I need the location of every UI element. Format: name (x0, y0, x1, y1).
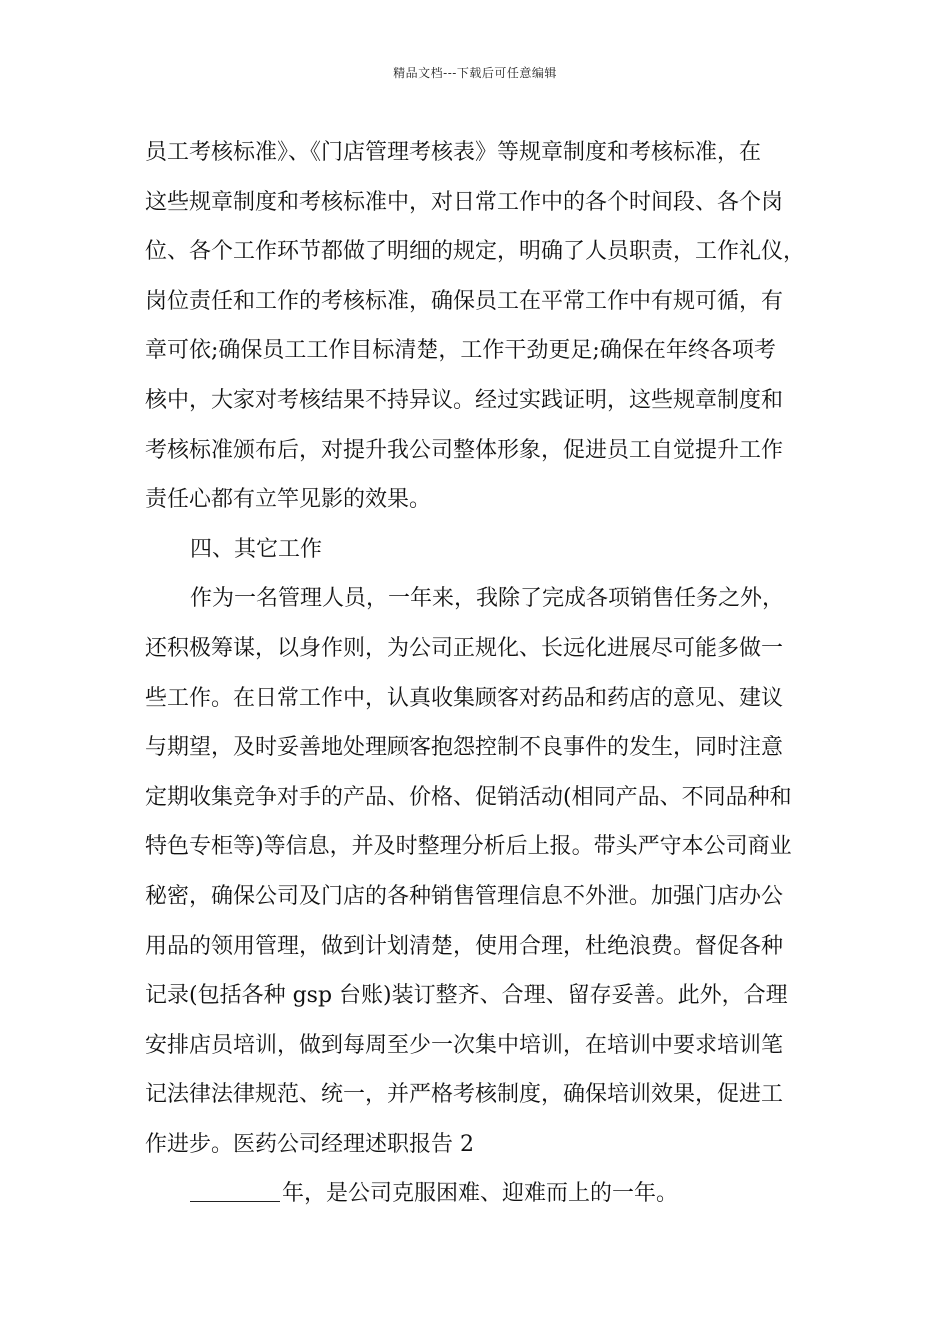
text-line: 记法律法律规范、统一，并严格考核制度，确保培训效果，促进工 (145, 1082, 784, 1108)
text-line: 员工考核标准》、《门店管理考核表》等规章制度和考核标准，在 (145, 140, 762, 165)
text-line: 些工作。在日常工作中，认真收集顾客对药品和药店的意见、建议 (145, 685, 784, 711)
fill-in-blank (190, 1171, 280, 1202)
page-header: 精品文档---下载后可任意编辑 (393, 66, 557, 80)
text-line: 安排店员培训，做到每周至少一次集中培训，在培训中要求培训笔 (145, 1032, 784, 1058)
text-line: 与期望，及时妥善地处理顾客抱怨控制不良事件的发生，同时注意 (145, 735, 784, 761)
text-line: 核中，大家对考核结果不持异议。经过实践证明，这些规章制度和 (145, 387, 784, 413)
text-line: 用品的领用管理，做到计划清楚，使用合理，杜绝浪费。督促各种 (145, 933, 784, 959)
text-line: 还积极筹谋，以身作则，为公司正规化、长远化进展尽可能多做一 (145, 635, 784, 661)
text-line: 定期收集竞争对手的产品、价格、促销活动(相同产品、不同品种和 (145, 784, 792, 810)
text-line: 考核标准颁布后，对提升我公司整体形象，促进员工自觉提升工作 (145, 437, 784, 463)
text-line: 位、各个工作环节都做了明细的规定，明确了人员职责，工作礼仪， (145, 239, 806, 265)
text-line: 岗位责任和工作的考核标准，确保员工在平常工作中有规可循，有 (145, 288, 784, 314)
section-heading: 四、其它工作 (190, 536, 323, 562)
text-line: 记录(包括各种 gsp 台账)装订整齐、合理、留存妥善。此外，合理 (145, 983, 788, 1009)
text-line-with-blank (145, 1169, 825, 1219)
text-line: 特色专柜等)等信息，并及时整理分析后上报。带头严守本公司商业 (145, 834, 792, 860)
document-body (145, 128, 825, 1219)
text-line: 作为一名管理人员，一年来，我除了完成各项销售任务之外， (190, 586, 785, 612)
text-line: 章可依;确保员工工作目标清楚，工作干劲更足;确保在年终各项考 (145, 338, 776, 364)
text-fragment: 年，是公司克服困难、迎难而上的一年。 (282, 1181, 679, 1207)
text-line: 责任心都有立竿见影的效果。 (145, 487, 432, 513)
text-line: 秘密，确保公司及门店的各种销售管理信息不外泄。加强门店办公 (145, 883, 784, 909)
text-line: 这些规章制度和考核标准中，对日常工作中的各个时间段、各个岗 (145, 189, 784, 215)
text-line: 作进步。医药公司经理述职报告 2 (145, 1131, 474, 1157)
